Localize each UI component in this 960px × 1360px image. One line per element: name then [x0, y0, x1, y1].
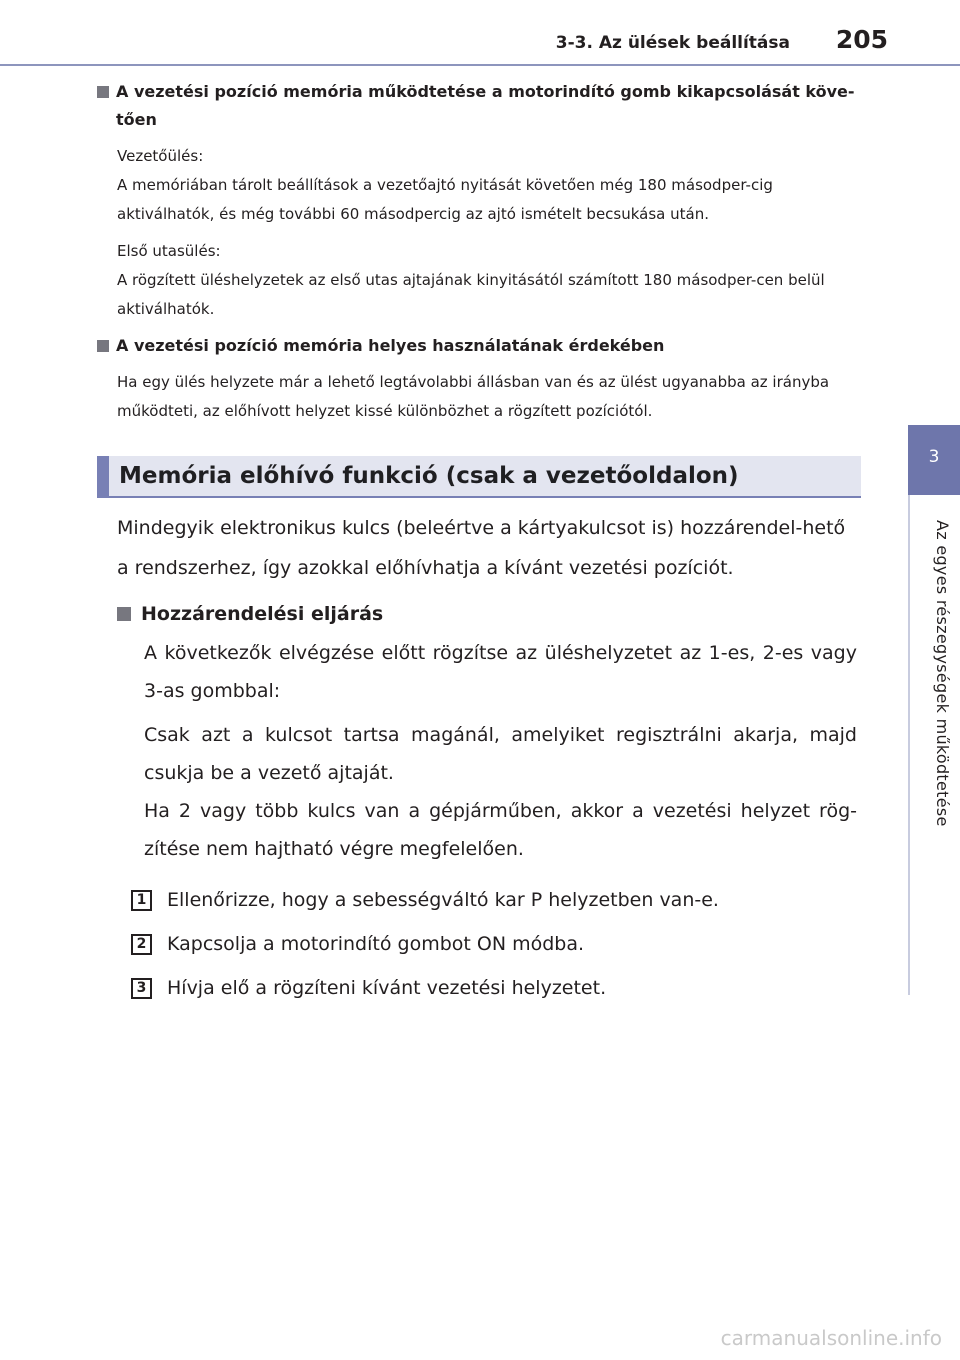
step-item: [131, 878, 857, 922]
note-heading-text: A vezetési pozíció memória működtetése a motorindító gomb kikapcsolását köve-tően: [116, 82, 855, 129]
subsection-heading-text: Hozzárendelési eljárás: [141, 603, 384, 625]
note-heading-text: A vezetési pozíció memória helyes használatának érdekében: [116, 336, 665, 355]
side-divider: [908, 495, 910, 995]
page-content: [97, 78, 857, 1010]
section-intro: Mindegyik elektronikus kulcs (beleértve a kártyakulcsot is) hozzárendel-hető a rendszerhez, így azokkal előhívhatja a kívánt vezetési pozíciót.: [117, 517, 846, 579]
subsection-heading: [97, 594, 857, 634]
running-title: 3-3. Az ülések beállítása: [555, 33, 790, 53]
note-1: [97, 78, 857, 324]
note-paragraph: Vezetőülés: A memóriában tárolt beállítások a vezetőajtó nyitását követően még 180 másodper-cig aktiválhatók, és még további 60 másodpercig az ajtó ismételt becsukása után.: [117, 147, 773, 223]
subsection-paragraph: Csak azt a kulcsot tartsa magánál, amelyiket regisztrálni akarja, majd csukja be a vezető ajtaját.: [144, 724, 857, 784]
step-number: 1: [131, 890, 152, 911]
step-number: 2: [131, 934, 152, 955]
page-number: 205: [835, 25, 888, 54]
page-header: [0, 0, 960, 68]
watermark: carmanualsonline.info: [720, 1326, 942, 1350]
subsection-paragraph: Ha 2 vagy több kulcs van a gépjárműben, akkor a vezetési helyzet rög-zítése nem hajtható végre megfelelően.: [144, 800, 857, 860]
step-text: Hívja elő a rögzíteni kívánt vezetési helyzetet.: [167, 977, 607, 999]
square-bullet-icon: [117, 607, 131, 621]
subsection-paragraph: A következők elvégzése előtt rögzítse az üléshelyzetet az 1-es, 2-es vagy 3-as gombbal:: [144, 642, 857, 702]
step-item: [131, 922, 857, 966]
note-paragraph: Első utasülés: A rögzített üléshelyzetek az első utas ajtajának kinyitásától számított 180 másodper-cen belül aktiválhatók.: [117, 242, 825, 318]
note-heading: [97, 78, 857, 134]
step-list: [97, 878, 857, 1010]
chapter-number: 3: [928, 447, 940, 467]
chapter-tab: [908, 425, 960, 495]
square-bullet-icon: [97, 86, 109, 98]
step-item: [131, 966, 857, 1010]
section-title: Memória előhívó funkció (csak a vezetőoldalon): [97, 456, 861, 498]
step-text: Kapcsolja a motorindító gombot ON módba.: [167, 933, 585, 955]
step-text: Ellenőrizze, hogy a sebességváltó kar P helyzetben van-e.: [167, 889, 719, 911]
memory-recall-section: [97, 456, 857, 1010]
note-paragraph: Ha egy ülés helyzete már a lehető legtávolabbi állásban van és az ülést ugyanabba az irányba működteti, az előhívott helyzet kissé különbözhet a rögzített pozíciótól.: [117, 373, 830, 420]
chapter-title: Az egyes részegységek működtetése: [933, 520, 952, 827]
note-2: [97, 332, 857, 426]
note-heading: [97, 332, 857, 360]
step-number: 3: [131, 978, 152, 999]
square-bullet-icon: [97, 340, 109, 352]
header-rule: [0, 64, 960, 66]
